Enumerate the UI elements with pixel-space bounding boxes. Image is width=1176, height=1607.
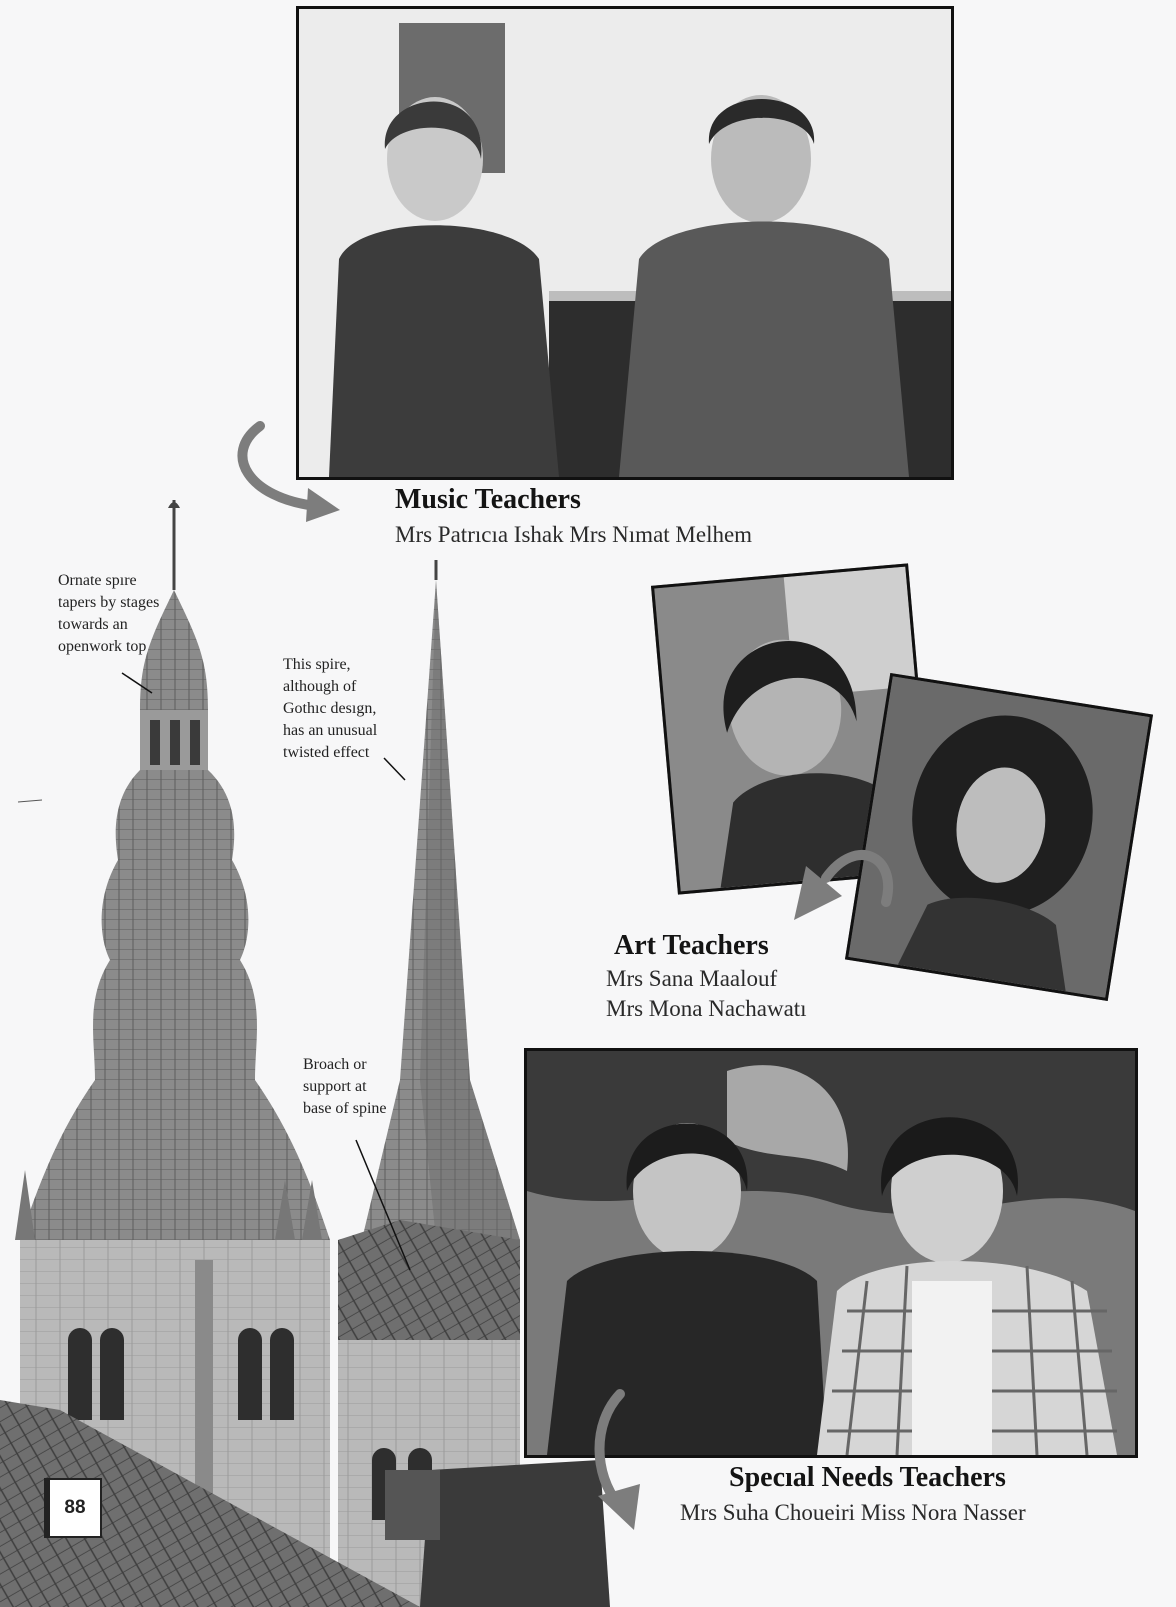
special-needs-teachers-title: Specıal Needs Teachers: [729, 1462, 1006, 1493]
music-teachers-title: Music Teachers: [395, 484, 581, 515]
arrow-icon: [228, 418, 368, 528]
special-needs-teachers-names: Mrs Suha Choueiri Miss Nora Nasser: [680, 1500, 1026, 1525]
arrow-icon: [786, 836, 916, 932]
annotation-ornate-spire: Ornate spıre tapers by stages towards an openwork top: [58, 572, 160, 655]
annotation-gothic-spire: This spire, although of Gothıc desıgn, has an unusual twisted effect: [283, 656, 378, 761]
arrow-icon: [584, 1384, 654, 1534]
annotation-broach: Broach or support at base of spine: [303, 1056, 387, 1117]
music-teachers-photo: [296, 6, 954, 480]
page-number: 88: [44, 1478, 102, 1538]
art-teachers-title: Art Teachers: [614, 930, 769, 961]
music-teachers-names: Mrs Patrıcıa Ishak Mrs Nımat Melhem: [395, 522, 753, 547]
art-teacher-name-1: Mrs Sana Maalouf: [606, 966, 778, 991]
art-teacher-name-2: Mrs Mona Nachawatı: [606, 996, 807, 1021]
